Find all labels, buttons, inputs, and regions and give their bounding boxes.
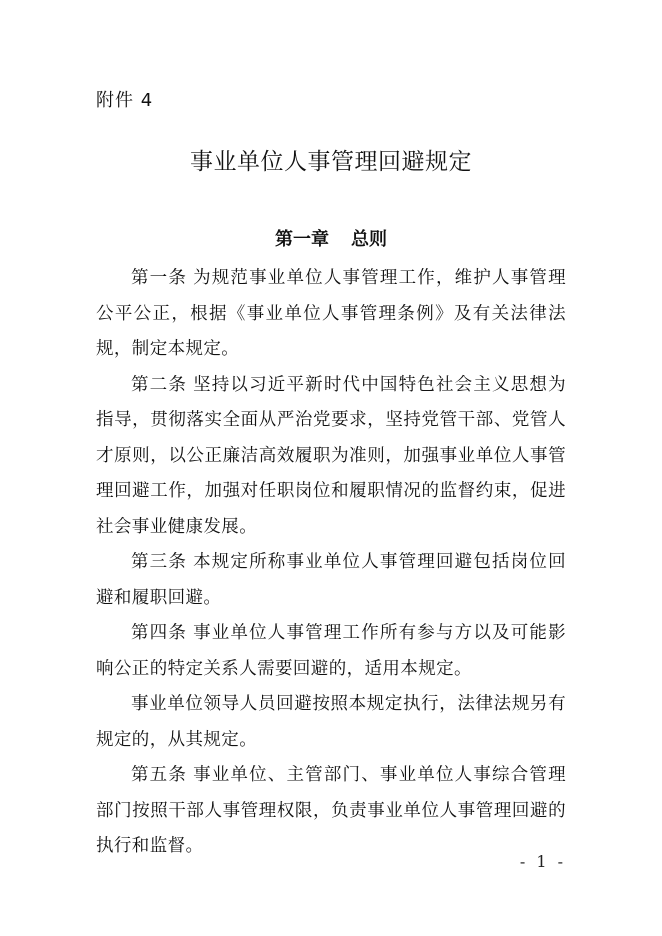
chapter-heading — [0, 225, 662, 251]
continuation-paragraph — [96, 687, 566, 758]
article-number: 第四条 — [131, 623, 188, 643]
attachment-label: 附件 4 — [96, 90, 154, 111]
article-text: 坚持以习近平新时代中国特色社会主义思想为指导，贯彻落实全面从严治党要求，坚持党管干部、党管人才原则，以公正廉洁高效履职为准则，加强事业单位人事管理回避工作，加强对任职岗位和履职情况的监督约束，促进社会事业健康发展。 — [96, 374, 566, 537]
article-number: 第一条 — [131, 268, 188, 288]
article-paragraph — [96, 758, 566, 865]
document-body — [96, 261, 566, 865]
chapter-number: 第一章 — [275, 229, 329, 250]
article-paragraph — [96, 616, 566, 687]
article-paragraph — [96, 261, 566, 368]
article-number: 第三条 — [131, 552, 188, 572]
document-title: 事业单位人事管理回避规定 — [190, 149, 472, 175]
article-text: 为规范事业单位人事管理工作，维护人事管理公平公正，根据《事业单位人事管理条例》及有关法律法规，制定本规定。 — [96, 268, 566, 359]
article-text: 事业单位、主管部门、事业单位人事综合管理部门按照干部人事管理权限，负责事业单位人事管理回避的执行和监督。 — [96, 765, 566, 856]
article-number: 第五条 — [131, 765, 188, 785]
page-number: - 1 - — [519, 852, 566, 871]
article-text: 事业单位人事管理工作所有参与方以及可能影响公正的特定关系人需要回避的，适用本规定。 — [96, 623, 566, 679]
article-number: 第二条 — [131, 374, 188, 395]
article-paragraph — [96, 545, 566, 616]
article-paragraph — [96, 368, 566, 546]
article-text: 事业单位领导人员回避按照本规定执行，法律法规另有规定的，从其规定。 — [96, 694, 566, 750]
article-text: 本规定所称事业单位人事管理回避包括岗位回避和履职回避。 — [96, 552, 566, 608]
chapter-name: 总则 — [351, 229, 387, 250]
